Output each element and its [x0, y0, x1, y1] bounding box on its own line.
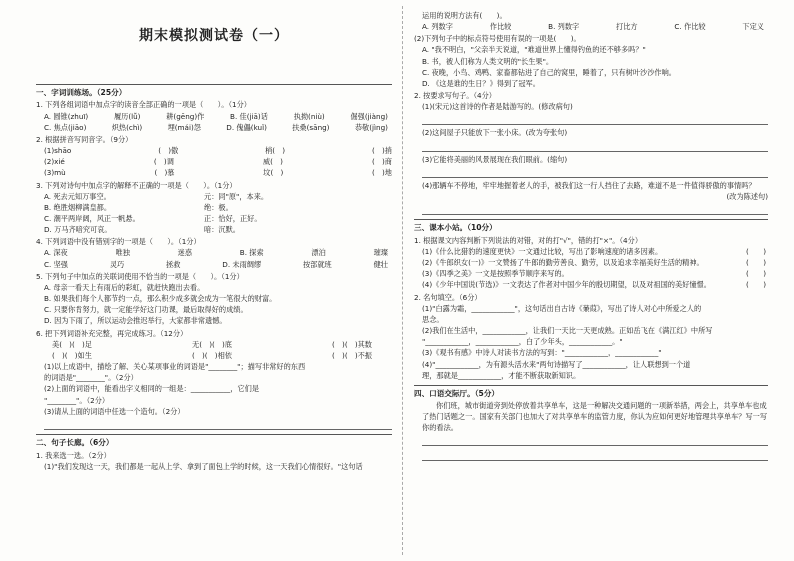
pinyin: (2)xié [44, 157, 65, 167]
blank: ( )调 [153, 157, 174, 167]
option: D. 未雨绸缪 [222, 259, 262, 269]
question-3: 3. 下列对诗句中加点字的解释不正确的一项是（ ）。（1分） [36, 180, 237, 190]
option: 执拗(niù) [293, 111, 325, 121]
blank: ( )傲 [158, 146, 179, 156]
section-3-title: 三、课本小站。（10分） [414, 223, 497, 233]
punctuation-question: (2)下列句子中的标点符号使用有误的一项是( )。 [414, 34, 581, 44]
option: D. 傀儡(kuǐ) [226, 122, 267, 132]
section-2-question-1-text: (1)"我们发现这一天，我们都是一起从上学、拿到了面包上学的时候，这一天我们心情很好。"这句话 [44, 461, 363, 471]
section-rule [36, 434, 392, 435]
question-6: 6. 把下列词语补充完整，再完成练习。（12分） [36, 328, 188, 338]
answer-line[interactable] [422, 139, 768, 152]
option: C. 坚强 [44, 259, 68, 269]
rewrite-item: (1)(宋元)这首诗的作者是陆游写的。(修改病句) [422, 102, 573, 112]
punctuation-option: C. 夜晚，小鸟、鸡鸭、家畜都钻进了自己的窝里，睡着了，只有树叶沙沙作响。 [422, 67, 676, 77]
judge-text: (4)《少年中国说(节选)》一文表达了作者对中国少年的殷切期望，以及对祖国的美好憧憬。 [422, 280, 711, 290]
option-note: 正：恰好，正好。 [204, 214, 262, 224]
question-1-options-row-1 [36, 111, 392, 122]
option: B. 绝胜烟柳满皇都。 [44, 202, 112, 212]
judge-item [414, 268, 768, 279]
option: 炽热(chì) [111, 122, 143, 132]
option: 唯独 [115, 248, 130, 258]
left-column [36, 0, 392, 561]
pinyin: (1)shāo [44, 146, 72, 156]
option: 耕(gēng)作 [166, 111, 205, 121]
answer-line[interactable] [422, 165, 768, 178]
idiom-grid-row [36, 350, 392, 361]
idiom-blank: ( )( )相依 [192, 350, 232, 360]
fill-item: 理，那就是____________，才能不断获取新知识。 [422, 370, 581, 380]
question-4: 4. 下列词语中没有错别字的一项是（ ）。（1分） [36, 237, 201, 247]
pinyin: (3)mù [44, 168, 66, 178]
punctuation-option: D. 《这是谁的生日？》得到了冠军。 [422, 78, 540, 88]
rewrite-item: (2)这间屋子只能放下一张小床。(改为夸张句) [422, 128, 568, 138]
question-5-option: B. 如果我们每个人都节约一点，那么积少成多就会成为一笔很大的财富。 [44, 294, 277, 304]
option: 按部就班 [302, 259, 332, 269]
answer-line[interactable] [422, 448, 768, 461]
question-3-option [36, 224, 392, 235]
judge-blank[interactable]: ( ) [746, 280, 766, 290]
right-column [414, 0, 768, 561]
option: D. 万马齐喑究可哀。 [44, 225, 112, 235]
section-2-title: 二、句子长廊。（6分） [36, 437, 114, 447]
section-2-question-1: 1. 我来选一选。（2分） [36, 450, 111, 460]
option: 下定义 [742, 22, 764, 32]
rewrite-item: (4)那辆车不停地，牢牢地握着老人的手，被我们这一行人挡住了去路，难道不是一件值得骄傲的事情吗？ [422, 180, 756, 190]
section-1-title: 一、字词训练场。（25分） [36, 87, 127, 97]
option: 健壮 [373, 259, 388, 269]
blank: ( )慕 [154, 168, 175, 178]
idiom-blank: ( )( )如生 [52, 350, 92, 360]
question-6-sub: (2)上面的词语中，能看出字义相同的一组是：___________，它们是 [44, 384, 260, 394]
fill-item: (1)"白露为霜，____________"，这句话出自古诗《蒹葭》，写出了诗人对心中所爱之人的 [422, 303, 702, 313]
option: B. 佳(jiā)话 [230, 111, 268, 121]
punctuation-option: B. 书，被人们称为人类文明的"长生果"。 [422, 56, 554, 66]
judge-item [414, 279, 768, 290]
option: A. 圆锥(zhuī) [44, 111, 89, 121]
idiom-blank: ( )( )不振 [332, 350, 372, 360]
section-4-title: 四、口语交际厅。（5分） [414, 388, 500, 398]
section-rule [414, 219, 768, 220]
option: 扶桑(sāng) [292, 122, 330, 132]
question-3-option [36, 202, 392, 213]
option: 迷惑 [177, 248, 193, 258]
question-6-sub: 的词语是"________"。（2分） [44, 373, 138, 383]
section-rule [36, 84, 392, 85]
question-1-options-row-2 [36, 122, 392, 133]
rewrite-note: (改为陈述句) [726, 191, 768, 201]
question-1: 1. 下列各组词语中加点字的读音全部正确的一项是（ ）。（1分） [36, 100, 251, 110]
idiom-blank: 无( )( )底 [192, 339, 232, 349]
question-4-options-row-2 [36, 259, 392, 270]
blank: ( )地 [372, 168, 392, 178]
fill-item: (3)《观书有感》中诗人对读书方法的写到："____________，____________" [422, 348, 662, 358]
idiom-blank: 美( )( )足 [52, 339, 92, 349]
answer-line[interactable] [422, 112, 768, 125]
option: 恭敬(jìng) [354, 122, 388, 132]
judge-question: 1. 根据课文内容判断下列说法的对错，对的打"√"，错的打"×"。（4分） [414, 235, 643, 245]
option: C. 潮平两岸阔，风正一帆悬。 [44, 214, 140, 224]
option: B. 列数字 [548, 22, 580, 32]
question-6-sub: (3)请从上面的词语中任选一个造句。（2分） [44, 406, 185, 416]
option: 倔强(jiàng) [350, 111, 388, 121]
question-5-option: C. 只要你肯努力，就一定能学好这门功课，最后取得好的成绩。 [44, 305, 248, 315]
option: 履历(lǚ) [113, 111, 141, 121]
fill-item: "____________，____________，白了少年头，____________。" [422, 337, 623, 347]
option: 拯救 [166, 259, 181, 269]
option: 漂泊 [311, 248, 326, 258]
question-6-sub: (1)以上成语中，描绘了解、关心某项事业的词语是"________"；描写非常好的东西 [44, 362, 306, 372]
option: A. 死去元知万事空。 [44, 191, 111, 201]
option: A. 深夜 [44, 248, 68, 258]
fill-item: (2)我们在生活中，____________，让我们一天比一天更成熟。正如岳飞在《满江红》中所写 [422, 326, 713, 336]
fill-item: 思念。 [422, 314, 444, 324]
option: C. 焦点(jiāo) [44, 122, 87, 132]
judge-text: (2)《牛郎织女(一)》一文赞扬了牛郎的勤劳善良、勤劳，以及追求幸福美好生活的精神。 [422, 258, 704, 268]
exam-title: 期末模拟测试卷（一） [139, 28, 289, 44]
judge-item [414, 257, 768, 268]
question-2-row [36, 145, 392, 156]
question-3-option [36, 213, 392, 224]
continued-question: 运用的说明方法有( )。 [422, 11, 507, 20]
option: 作比较 [489, 22, 512, 32]
option: 埋(mái)怨 [167, 122, 201, 132]
question-2: 2. 根据拼音写同音字。（9分） [36, 134, 133, 144]
blank: ( )捎 [371, 146, 392, 156]
option-note: 喑：沉默。 [204, 225, 240, 235]
question-2-row [36, 156, 392, 167]
judge-item [414, 246, 768, 257]
option: 璀璨 [373, 248, 388, 258]
judge-blank[interactable]: ( ) [746, 258, 766, 268]
option: A. 列数字 [422, 22, 453, 32]
oral-prompt: 你们班，城市街道旁到处停放着共享单车，这是一种解决交通问题的一项新举措，两会上，共享单车也成了热门话题之一。国家有关部门也加大了对共享单车的监管力度，你认为应如何更好地管理共享单车？写一写你的看法。 [422, 400, 768, 432]
blank: 梢( ) [265, 146, 286, 156]
column-divider [402, 6, 403, 555]
option-note: 绝：极。 [204, 202, 233, 212]
question-2-row [36, 167, 392, 178]
answer-line[interactable] [422, 433, 768, 446]
option: B. 探索 [239, 248, 264, 258]
judge-blank[interactable]: ( ) [746, 246, 766, 256]
question-5: 5. 下列句子中加点的关联词使用不恰当的一项是（ ）。（1分） [36, 271, 244, 281]
question-6-sub: "________"。（2分） [44, 395, 110, 405]
answer-line[interactable] [422, 202, 768, 215]
section-rule [414, 385, 768, 386]
question-3-option [36, 191, 392, 202]
punctuation-option: A. "我不明白，"父亲半天说道，"难道世界上懂得钓鱼的还不够多吗？" [422, 45, 646, 55]
fill-item: (4)"____________，为有源头活水来"两句诗描写了____________，让人联想到一个道 [422, 359, 691, 369]
blank: 威( ) [262, 157, 283, 167]
continued-question-options [414, 21, 768, 32]
option: C. 作比较 [674, 22, 706, 32]
judge-blank[interactable]: ( ) [746, 269, 766, 279]
option: 打比方 [616, 22, 638, 32]
answer-line[interactable] [44, 417, 392, 430]
blank: 坟( ) [263, 168, 284, 178]
fill-question: 2. 名句填空。（6分） [414, 292, 482, 302]
idiom-grid-row [36, 339, 392, 350]
question-4-options-row-1 [36, 247, 392, 258]
rewrite-question: 2. 按要求写句子。（4分） [414, 91, 496, 101]
rewrite-item: (3)它能将美丽的风景展现在我们眼前。(缩句) [422, 154, 568, 164]
option-note: 元：同"原"，本来。 [204, 191, 269, 201]
idiom-blank: ( )( )其数 [332, 339, 372, 349]
blank: ( )商 [372, 157, 392, 167]
judge-text: (3)《四季之美》一文是按照季节顺序来写的。 [422, 269, 569, 279]
question-5-option: D. 因为下雨了，所以运动会推迟举行，大家都非常遗憾。 [44, 316, 227, 326]
judge-text: (1)《什么比猎豹的速度更快》一文通过比较，写出了影响速度的诸多因素。 [422, 246, 663, 256]
option: 灵巧 [109, 259, 125, 269]
question-5-option: A. 母亲一看天上有雨后的彩虹，就赶快跑出去看。 [44, 282, 205, 292]
